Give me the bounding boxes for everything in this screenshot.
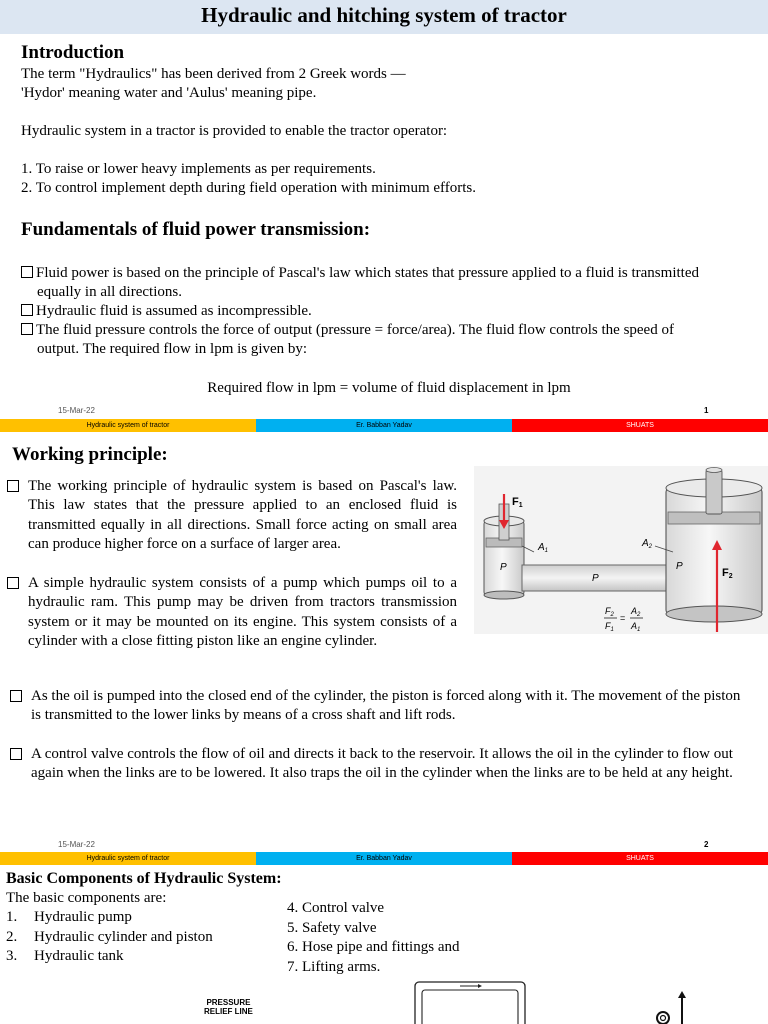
checkbox-bullet-icon: [21, 323, 33, 335]
bullet-text: Hydraulic fluid is assumed as incompressible.: [36, 303, 312, 319]
intro-line-1: The term "Hydraulics" has been derived from 2 Greek words —: [21, 66, 406, 82]
component-list-right: [287, 899, 459, 977]
footer-institute: SHUATS: [512, 852, 768, 865]
svg-text:F2: $F_2$: [605, 606, 614, 618]
f1-label: F1: [512, 496, 523, 509]
footer-date: 15-Mar-22: [58, 406, 95, 415]
bullet-item: [21, 302, 312, 321]
bullet-continuation: output. The required flow in lpm is given by:: [37, 341, 308, 357]
working-para-2: A simple hydraulic system consists of a pump which pumps oil to a hydraulic ram. This pump may be driven from tractors transmission system or it may be mounted on its engine. This system consists of a cylinder with a close fitting piston like an engine cylinder.: [28, 575, 457, 649]
purpose-1: 1. To raise or lower heavy implements as per requirements.: [21, 161, 376, 177]
footer-strip: [0, 419, 768, 432]
checkbox-bullet-icon: [7, 480, 19, 492]
component-list-left: [6, 908, 213, 967]
fundamentals-heading: Fundamentals of fluid power transmission:: [21, 219, 371, 240]
intro-heading: Introduction: [21, 42, 125, 63]
slide-title: Hydraulic and hitching system of tractor: [201, 3, 567, 27]
footer-course: Hydraulic system of tractor: [0, 852, 256, 865]
page-number: 2: [704, 840, 709, 849]
bullet-text: Fluid power is based on the principle of Pascal's law which states that pressure applied to a fluid is transmitted: [36, 265, 699, 281]
components-intro: The basic components are:: [6, 890, 167, 906]
checkbox-bullet-icon: [21, 304, 33, 316]
working-principle-heading: Working principle:: [12, 444, 168, 465]
svg-text:A2: $A_2$: [631, 606, 641, 618]
pressure-label-pipe: P: [592, 573, 599, 584]
list-item: 1. Hydraulic pump: [6, 909, 132, 925]
bullet-item: [21, 321, 674, 340]
list-item: 4. Control valve: [287, 900, 385, 916]
working-para-1: The working principle of hydraulic system is based on Pascal's law. This law states that the pressure applied to an enclosed fluid is transmitted equally in all directions. Small force acting on small area can produce higher force on a surface of larger area.: [28, 478, 457, 552]
footer-institute: SHUATS: [512, 419, 768, 432]
working-para-4: A control valve controls the flow of oil and directs it back to the reservoir. It allows the oil in the cylinder to flow out again when the links are to be lowered. It also traps the oil in the cylinder when the links are to be held at any height.: [31, 746, 733, 782]
purpose-2: 2. To control implement depth during field operation with minimum efforts.: [21, 180, 476, 196]
a2-label: $A_2$: [642, 538, 653, 550]
list-item: 2. Hydraulic cylinder and piston: [6, 928, 213, 945]
flow-formula: Required flow in lpm = volume of fluid displacement in lpm: [207, 380, 571, 396]
provided-text: Hydraulic system in a tractor is provided to enable the tractor operator:: [21, 123, 448, 139]
intro-line-2: 'Hydor' meaning water and 'Aulus' meaning pipe.: [21, 85, 317, 101]
list-item: 5. Safety valve: [287, 919, 377, 936]
basic-components-heading: Basic Components of Hydraulic System:: [6, 870, 282, 887]
footer-date: 15-Mar-22: [58, 840, 95, 849]
bullet-text: The fluid pressure controls the force of output (pressure = force/area). The fluid flow controls the speed of: [36, 322, 674, 338]
bullet-continuation: equally in all directions.: [37, 284, 182, 300]
working-para-3: As the oil is pumped into the closed end of the cylinder, the piston is forced along with it. The movement of the piston is transmitted to the lower links by means of a cross shaft and lift rods.: [31, 688, 741, 724]
a1-label: $A_1$: [538, 542, 549, 554]
page-number: 1: [704, 406, 709, 415]
svg-text:A1: $A_1$: [631, 621, 641, 633]
hydraulic-circuit-schematic: [410, 978, 530, 1024]
footer-strip: [0, 852, 768, 865]
footer-course: Hydraulic system of tractor: [0, 419, 256, 432]
pressure-relief-label: PRESSURE RELIEF LINE: [204, 998, 253, 1016]
pressure-label-small: P: [500, 562, 507, 573]
checkbox-bullet-icon: [7, 577, 19, 589]
svg-text:F1: $F_1$: [605, 621, 614, 633]
f2-label: F2: [722, 567, 733, 580]
checkbox-bullet-icon: [21, 266, 33, 278]
footer-author: Er. Babban Yadav: [256, 419, 512, 432]
svg-text:=: =: [620, 613, 626, 623]
list-item: 3. Hydraulic tank: [6, 948, 124, 964]
footer-author: Er. Babban Yadav: [256, 852, 512, 865]
lift-arm-icon: [650, 990, 690, 1024]
pressure-label-large: P: [676, 561, 683, 572]
list-item: 7. Lifting arms.: [287, 958, 381, 975]
bullet-item: [21, 264, 699, 283]
pascal-law-diagram: [474, 466, 768, 634]
list-item: 6. Hose pipe and fittings and: [287, 939, 460, 955]
checkbox-bullet-icon: [10, 748, 22, 760]
checkbox-bullet-icon: [10, 690, 22, 702]
